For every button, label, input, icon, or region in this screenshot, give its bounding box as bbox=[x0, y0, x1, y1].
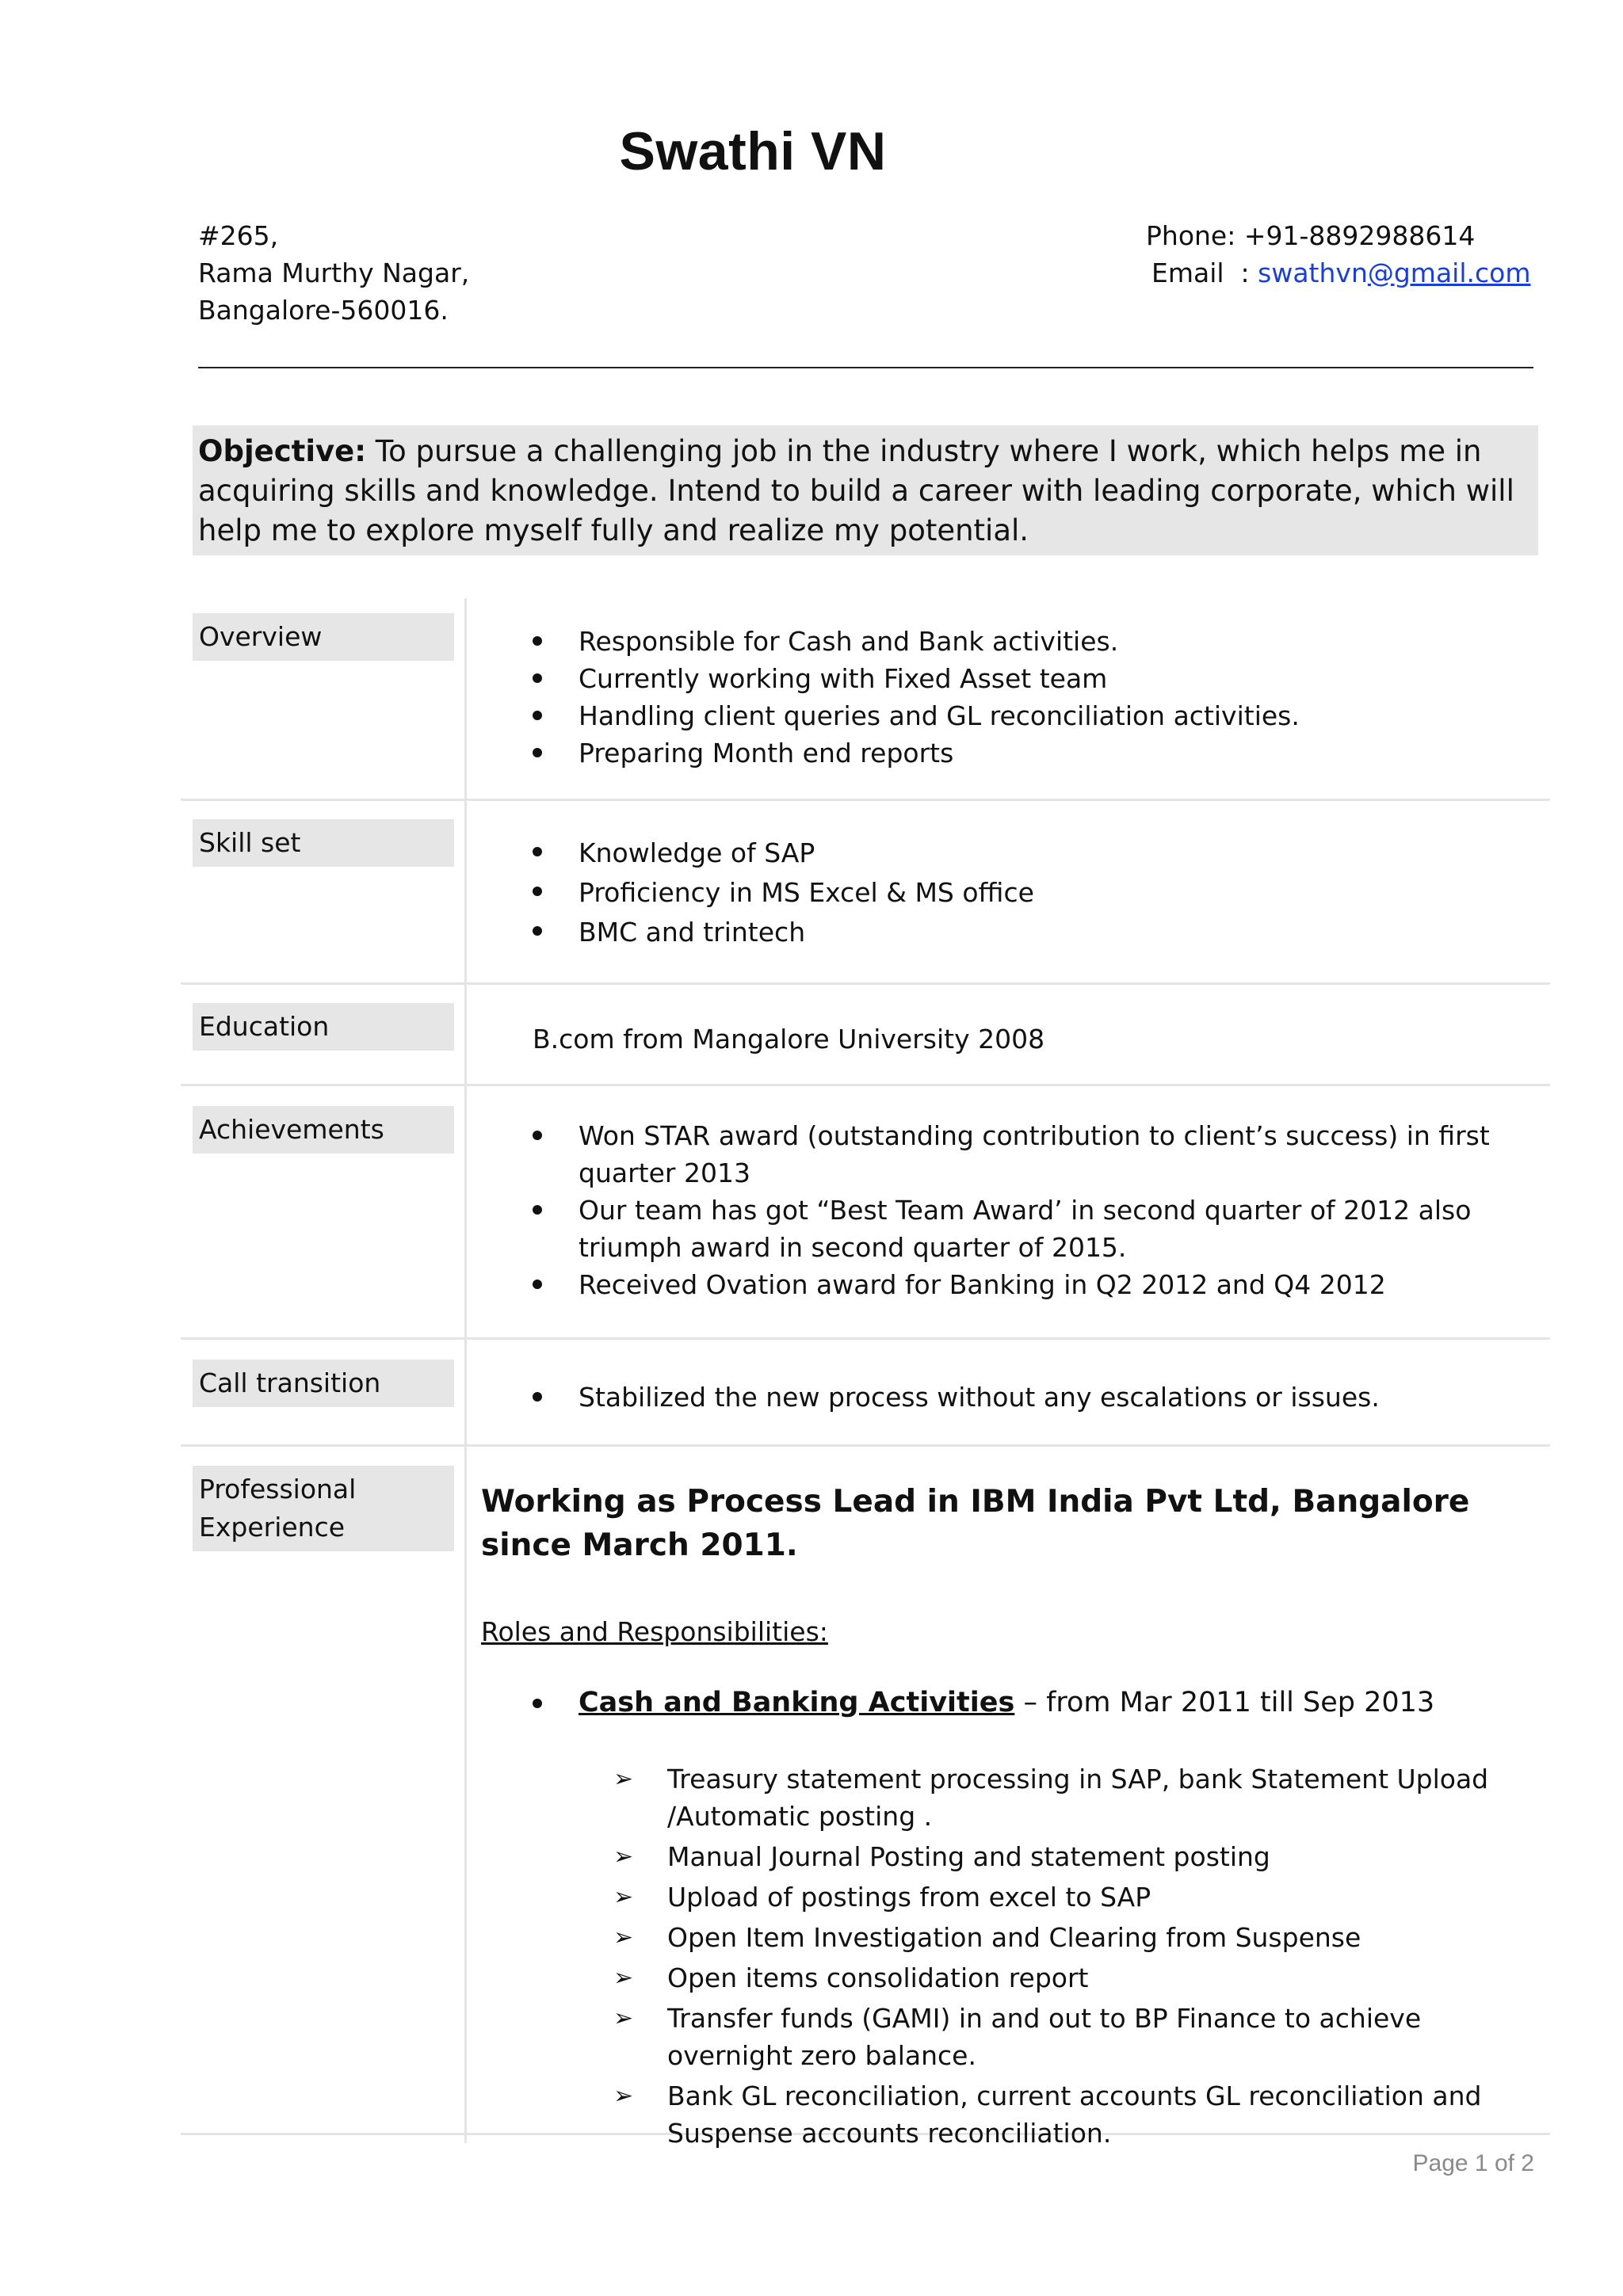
activity-name: Cash and Banking Activities bbox=[579, 1687, 1015, 1718]
arrow-bullet-icon: ➢ bbox=[613, 2082, 634, 2110]
overview-label: Overview bbox=[193, 613, 454, 661]
activity-list bbox=[523, 1683, 1537, 1722]
task-text: Transfer funds (GAMI) in and out to BP Finance to achieve overnight zero balance. bbox=[667, 2003, 1422, 2071]
task-item bbox=[610, 1878, 1529, 1916]
email-link[interactable] bbox=[1258, 257, 1530, 288]
task-item bbox=[610, 1760, 1529, 1835]
skills-label: Skill set bbox=[193, 819, 454, 867]
header-divider bbox=[198, 367, 1533, 368]
section-divider bbox=[181, 1337, 1550, 1340]
overview-list bbox=[523, 623, 1545, 772]
education-text: B.com from Mangalore University 2008 bbox=[533, 1024, 1045, 1055]
address-block bbox=[198, 217, 469, 329]
activity-period: – from Mar 2011 till Sep 2013 bbox=[1014, 1687, 1435, 1718]
arrow-bullet-icon: ➢ bbox=[613, 1883, 634, 1911]
arrow-bullet-icon: ➢ bbox=[613, 1924, 634, 1951]
list-item: Won STAR award (outstanding contribution to client’s success) in first quarter 2013 bbox=[523, 1117, 1545, 1192]
task-text: Upload of postings from excel to SAP bbox=[667, 1882, 1151, 1913]
email-label: Email : bbox=[1151, 257, 1258, 288]
task-text: Bank GL reconciliation, current accounts GL reconciliation and Suspense accounts reconciliation. bbox=[667, 2081, 1482, 2149]
address-line: Rama Murthy Nagar, bbox=[198, 257, 470, 288]
experience-label-line: Professional bbox=[199, 1474, 357, 1505]
arrow-bullet-icon: ➢ bbox=[613, 1843, 634, 1871]
task-item bbox=[610, 2000, 1529, 2074]
arrow-bullet-icon: ➢ bbox=[613, 1765, 634, 1793]
task-item bbox=[610, 2077, 1529, 2152]
candidate-name: Swathi VN bbox=[619, 121, 887, 181]
address-line: Bangalore-560016. bbox=[198, 295, 449, 326]
task-item bbox=[610, 1838, 1529, 1875]
arrow-bullet-icon: ➢ bbox=[613, 2004, 634, 2032]
experience-label bbox=[193, 1466, 454, 1551]
achievements-label: Achievements bbox=[193, 1106, 454, 1154]
list-item: Handling client queries and GL reconciliation activities. bbox=[523, 697, 1545, 734]
activity-item bbox=[523, 1683, 1537, 1722]
list-item: Knowledge of SAP bbox=[523, 833, 1545, 873]
list-item: Our team has got “Best Team Award’ in second quarter of 2012 also triumph award in second quarter of 2015. bbox=[523, 1192, 1545, 1266]
call-transition-list bbox=[523, 1379, 1545, 1416]
job-title: Working as Process Lead in IBM India Pvt Ltd, Bangalore since March 2011. bbox=[481, 1484, 1470, 1563]
section-divider bbox=[181, 982, 1550, 985]
task-item bbox=[610, 1959, 1529, 1997]
call-transition-label: Call transition bbox=[193, 1360, 454, 1407]
objective-text: To pursue a challenging job in the industry where I work, which helps me in acquiring skills and knowledge. Intend to build a career with leading corporate, which will help me to explore myself fully and realize my potential. bbox=[198, 434, 1514, 547]
list-item: Stabilized the new process without any escalations or issues. bbox=[523, 1379, 1545, 1416]
experience-label-line: Experience bbox=[199, 1512, 346, 1543]
task-item bbox=[610, 1919, 1529, 1956]
page-number: Page 1 of 2 bbox=[1412, 2150, 1534, 2176]
objective-box bbox=[193, 425, 1538, 555]
list-item: Currently working with Fixed Asset team bbox=[523, 660, 1545, 697]
task-text: Open Item Investigation and Clearing from Suspense bbox=[667, 1922, 1361, 1953]
email-domain: @gmail.com bbox=[1367, 257, 1531, 288]
roles-heading: Roles and Responsibilities: bbox=[481, 1616, 828, 1647]
section-divider bbox=[181, 1444, 1550, 1447]
contact-block bbox=[1146, 217, 1530, 292]
list-item: BMC and trintech bbox=[523, 913, 1545, 952]
task-text: Treasury statement processing in SAP, bank Statement Upload /Automatic posting . bbox=[667, 1764, 1489, 1832]
phone-text: Phone: +91-8892988614 bbox=[1146, 220, 1476, 251]
address-line: #265, bbox=[198, 220, 279, 251]
list-item: Proficiency in MS Excel & MS office bbox=[523, 873, 1545, 913]
skills-list bbox=[523, 833, 1545, 952]
education-label: Education bbox=[193, 1003, 454, 1051]
arrow-bullet-icon: ➢ bbox=[613, 1964, 634, 1992]
section-divider bbox=[181, 799, 1550, 801]
list-item: Received Ovation award for Banking in Q2 2012 and Q4 2012 bbox=[523, 1266, 1545, 1303]
email-user: swathvn bbox=[1258, 257, 1368, 288]
task-list bbox=[610, 1760, 1529, 2155]
achievements-list bbox=[523, 1117, 1545, 1303]
task-text: Open items consolidation report bbox=[667, 1962, 1089, 1993]
email-line bbox=[1146, 254, 1530, 292]
list-item: Preparing Month end reports bbox=[523, 734, 1545, 772]
section-divider bbox=[181, 1084, 1550, 1086]
objective-label: Objective: bbox=[198, 434, 367, 468]
section-column-divider bbox=[464, 598, 467, 2143]
list-item: Responsible for Cash and Bank activities. bbox=[523, 623, 1545, 660]
task-text: Manual Journal Posting and statement posting bbox=[667, 1841, 1270, 1872]
